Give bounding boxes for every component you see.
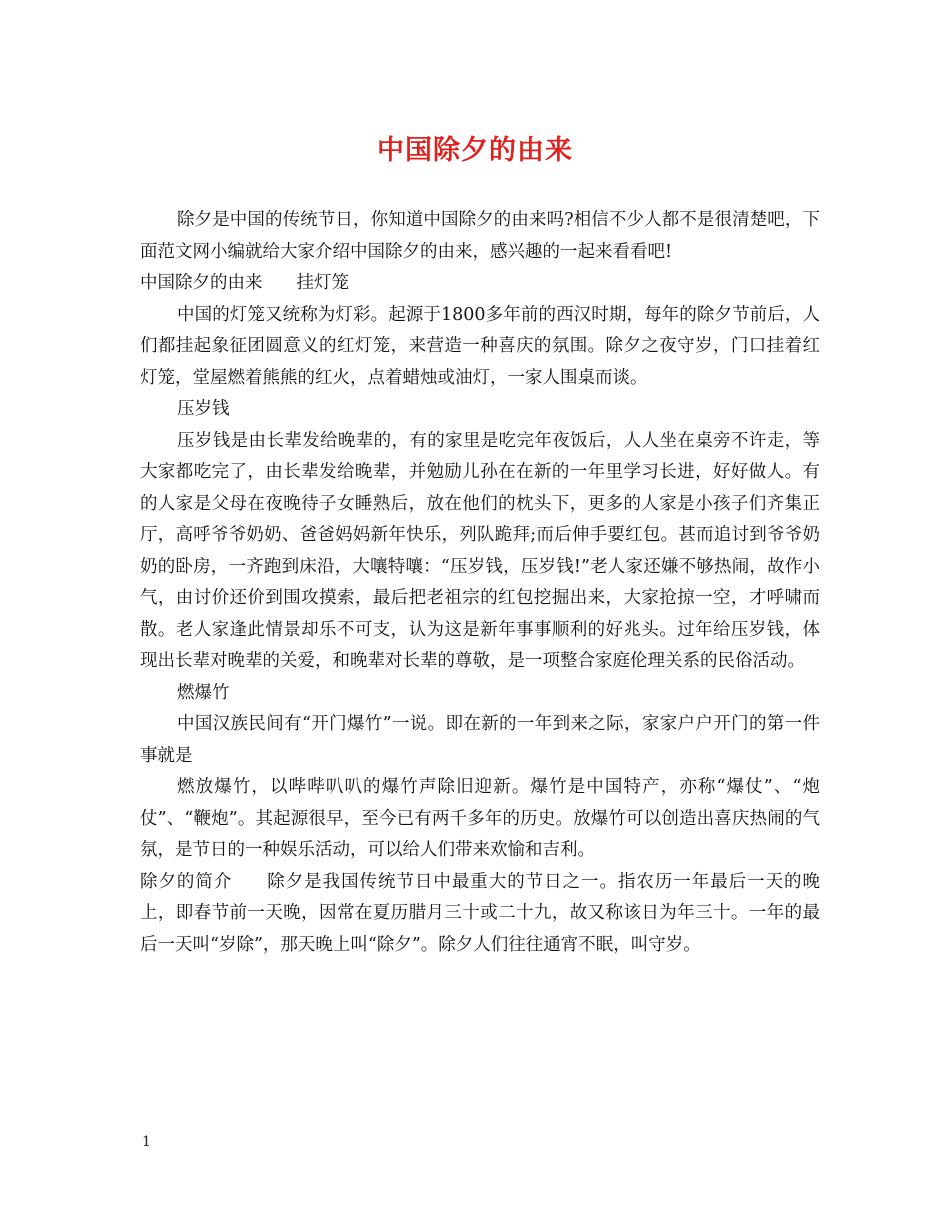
summary-text: 除夕是我国传统节日中最重大的节日之一。指农历一年最后一天的晚上，即春节前一天晚，因常在夏历腊月三十或二十九，故又称该日为年三十。一年的最后一天叫“岁除”，那天晚上叫“除夕”。除夕人们往往通宵不眠，叫守岁。	[140, 871, 821, 955]
section-heading-line	[140, 268, 820, 300]
lanterns-paragraph: 中国的灯笼又统称为灯彩。起源于1800多年前的西汉时期，每年的除夕节前后，人们都挂起象征团圆意义的红灯笼，来营造一种喜庆的氛围。除夕之夜守岁，门口挂着红灯笼，堂屋燃着熊熊的红火，点着蜡烛或油灯，一家人围桌而谈。	[140, 304, 820, 388]
intro-paragraph: 除夕是中国的传统节日，你知道中国除夕的由来吗?相信不少人都不是很清楚吧，下面范文网小编就给大家介绍中国除夕的由来，感兴趣的一起来看看吧!	[140, 210, 820, 262]
section-heading-lucky-money: 压岁钱	[177, 399, 230, 419]
page-number: 1	[142, 1134, 151, 1150]
section-heading-origin: 中国除夕的由来	[140, 273, 263, 293]
section-heading-lanterns: 挂灯笼	[296, 273, 349, 293]
section-heading-summary: 除夕的简介	[140, 871, 233, 892]
document-title: 中国除夕的由来	[377, 135, 573, 166]
document-body	[140, 205, 820, 961]
section-heading-firecrackers: 燃爆竹	[177, 682, 230, 703]
lucky-money-paragraph: 压岁钱是由长辈发给晚辈的，有的家里是吃完年夜饭后，人人坐在桌旁不许走，等大家都吃完了，由长辈发给晚辈，并勉励儿孙在在新的一年里学习长进，好好做人。有的人家是父母在夜晚待子女睡熟后，放在他们的枕头下，更多的人家是小孩子们齐集正厅，高呼爷爷奶奶、爸爸妈妈新年快乐，列队跪拜;而后伸手要红包。甚而追讨到爷爷奶奶的卧房，一齐跑到床沿，大嚷特嚷：“压岁钱，压岁钱!”老人家还嫌不够热闹，故作小气，由讨价还价到围攻摸索，最后把老祖宗的红包挖掘出来，大家抢掠一空，才呼啸而散。老人家逢此情景却乐不可支，认为这是新年事事顺利的好兆头。过年给压岁钱，体现出长辈对晚辈的关爱，和晚辈对长辈的尊敬，是一项整合家庭伦理关系的民俗活动。	[140, 430, 820, 671]
firecrackers-paragraph-1: 中国汉族民间有“开门爆竹”一说。即在新的一年到来之际，家家户户开门的第一件事就是	[140, 714, 820, 766]
firecrackers-paragraph-2: 燃放爆竹，以哔哔叭叭的爆竹声除旧迎新。爆竹是中国特产，亦称“爆仗”、“炮仗”、“鞭炮”。其起源很早，至今已有两千多年的历史。放爆竹可以创造出喜庆热闹的气氛，是节日的一种娱乐活动，可以给人们带来欢愉和吉利。	[140, 777, 820, 860]
summary-paragraph	[140, 867, 820, 962]
